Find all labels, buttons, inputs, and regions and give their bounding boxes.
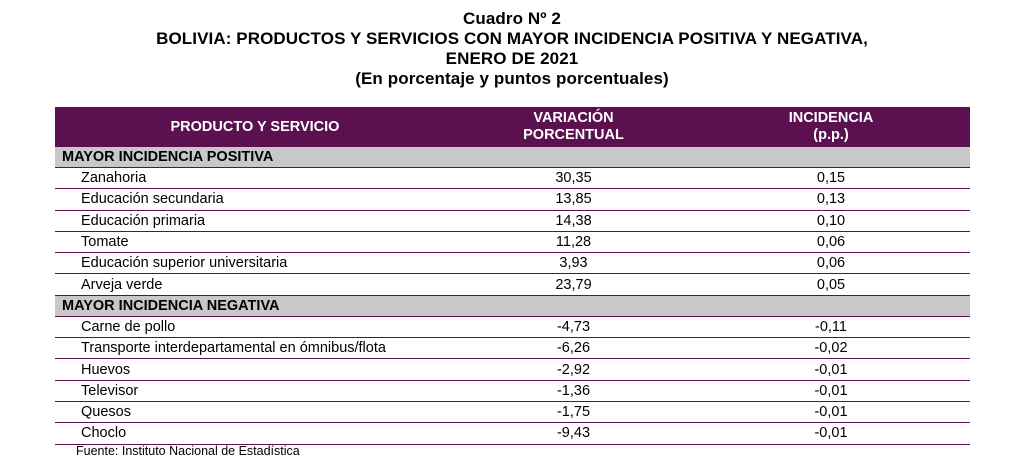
incidence-value: 0,06 [692,253,970,274]
table-row [55,231,970,252]
section-negative [55,295,970,316]
product-name: Televisor [55,380,455,401]
variation-value: 14,38 [455,210,692,231]
incidence-value: 0,06 [692,231,970,252]
section-label: MAYOR INCIDENCIA NEGATIVA [55,295,970,316]
section-label: MAYOR INCIDENCIA POSITIVA [55,147,970,168]
header-variation: VARIACIÓN PORCENTUAL [455,107,692,147]
table-row [55,274,970,295]
variation-value: -4,73 [455,316,692,337]
incidence-value: -0,02 [692,338,970,359]
variation-value: -1,36 [455,380,692,401]
table-row [55,401,970,422]
table-row [55,189,970,210]
table-row [55,359,970,380]
incidence-value: 0,13 [692,189,970,210]
product-name: Educación primaria [55,210,455,231]
product-name: Quesos [55,401,455,422]
table-title-period: ENERO DE 2021 [445,49,579,68]
table-header [55,107,970,147]
variation-value: 13,85 [455,189,692,210]
header-product: PRODUCTO Y SERVICIO [55,107,455,147]
variation-value: -9,43 [455,423,692,444]
product-name: Carne de pollo [55,316,455,337]
table-title: BOLIVIA: PRODUCTOS Y SERVICIOS CON MAYOR INCIDENCIA POSITIVA Y NEGATIVA, [156,29,868,48]
section-positive [55,147,970,168]
incidence-value: -0,01 [692,401,970,422]
variation-value: -6,26 [455,338,692,359]
product-name: Educación secundaria [55,189,455,210]
incidence-value: 0,05 [692,274,970,295]
incidence-value: -0,11 [692,316,970,337]
table-row [55,316,970,337]
product-name: Zanahoria [55,168,455,189]
table-title-block [0,9,1024,87]
table-row [55,253,970,274]
variation-value: 11,28 [455,231,692,252]
product-name: Arveja verde [55,274,455,295]
product-name: Huevos [55,359,455,380]
variation-value: 23,79 [455,274,692,295]
variation-value: 3,93 [455,253,692,274]
product-name: Tomate [55,231,455,252]
source-note: Fuente: Instituto Nacional de Estadística [76,444,300,458]
incidence-value: -0,01 [692,423,970,444]
incidence-value: -0,01 [692,380,970,401]
incidence-value: 0,15 [692,168,970,189]
table-row [55,210,970,231]
variation-value: 30,35 [455,168,692,189]
table-units: (En porcentaje y puntos porcentuales) [355,69,669,88]
table-number: Cuadro Nº 2 [463,9,561,28]
table-row [55,423,970,444]
table-body [55,147,970,444]
table-row [55,338,970,359]
incidence-table [55,107,970,445]
incidence-value: 0,10 [692,210,970,231]
table-row [55,380,970,401]
table-row [55,168,970,189]
variation-value: -1,75 [455,401,692,422]
product-name: Choclo [55,423,455,444]
incidence-value: -0,01 [692,359,970,380]
product-name: Educación superior universitaria [55,253,455,274]
header-incidence: INCIDENCIA (p.p.) [692,107,970,147]
product-name: Transporte interdepartamental en ómnibus/flota [55,338,455,359]
variation-value: -2,92 [455,359,692,380]
